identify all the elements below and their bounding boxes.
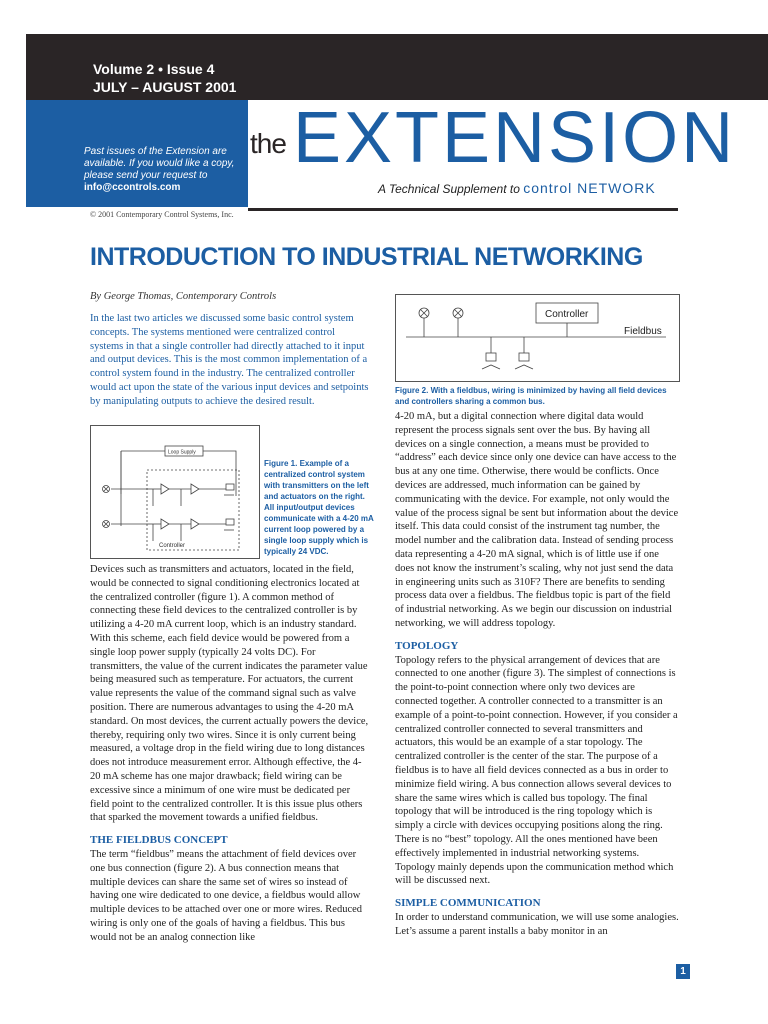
past-issues-text (84, 146, 254, 194)
past-issues-message: Past issues of the Extension are available. If you would like a copy, please send your request to (84, 146, 235, 181)
past-issues-box (26, 100, 248, 207)
page-number: 1 (676, 964, 690, 979)
masthead-rule (248, 208, 678, 211)
intro-paragraph: In the last two articles we discussed some basic control system concepts. The systems mentioned were centralized control systems in that a single controller had directly attached to it input and output devices. This is the most common implementation of a control system found in the industry. The centralized controller would act upon the state of the various input devices and setpoints by manipulating outputs to achieve the desired result. (90, 313, 369, 407)
paragraph-fieldbus: The term “fieldbus” means the attachment of field devices over one bus connection (figure 2). A bus connection means that multiple devices can share the same set of wires so instead of having one wire dedicated to one device, a fieldbus would allow multiple devices to be attached over one or more wires. Reduced wiring is only one of the goals of having a fieldbus. This bus would not be an analog connection like (90, 848, 363, 943)
controller-label: Controller (545, 309, 589, 320)
heading-fieldbus-concept: THE FIELDBUS CONCEPT (90, 834, 228, 847)
heading-simple-communication: SIMPLE COMMUNICATION (395, 897, 541, 910)
actuator-icon (226, 519, 234, 525)
issue-date: JULY – AUGUST 2001 (93, 79, 237, 95)
masthead-title: EXTENSION (293, 98, 737, 178)
loop-supply-label: Loop Supply (168, 449, 196, 456)
valve-icon (519, 353, 529, 361)
contact-email-link[interactable]: info@ccontrols.com (84, 182, 181, 193)
article-byline: By George Thomas, Contemporary Controls (90, 291, 277, 302)
actuator-icon (226, 484, 234, 490)
paragraph-digital: 4-20 mA, but a digital connection where digital data would represent the process signals sent over the bus. By having all devices on a single connection, a means must be provided to “address” each device since only one device can have access to the bus at any one time. Otherwise, there would be conflicts. Once devices are addressed, much information can be gained by communicating with the device. For example, not only would the value of the process signal be sent but information about the device itself. This data could consist of the instrument tag number, the model number and the calibration data. Instead of sending process data representing a 4-20 mA signal, which is of little use if one does not know the instrument’s scaling, why not just send the data in engineering units such as 310F? There are benefits to sending process data over a fieldbus. The fieldbus topic is part of the field of industrial networking. As we begin our discussion on industrial networking, we will address topology. (395, 411, 679, 629)
volume-issue: Volume 2 • Issue 4 (93, 61, 215, 77)
copyright: © 2001 Contemporary Control Systems, Inc. (90, 210, 234, 219)
controller-box (147, 470, 239, 550)
masthead-the: the (250, 128, 286, 159)
paragraph-simple: In order to understand communication, we will use some analogies. Let’s assume a parent installs a baby monitor in an (395, 911, 679, 937)
article-title: INTRODUCTION TO INDUSTRIAL NETWORKING (90, 243, 643, 271)
fieldbus-label: Fieldbus (624, 326, 662, 337)
right-column-body (395, 410, 680, 938)
fieldbus-schematic (396, 295, 679, 381)
valve-icon (486, 353, 496, 361)
figure-1-caption: Figure 1. Example of a centralized control system with transmitters on the left and actuators on the right. All input/output devices communicate with a 4-20 mA current loop powered by a single loop supply which is typically 24 VDC. (264, 459, 374, 556)
paragraph-devices: Devices such as transmitters and actuators, located in the field, would be connected to signal conditioning electronics located at the centralized controller (figure 1). A common method of connecting these field devices to the centralized controller is by utilizing a 4-20 mA current loop, which is an industry standard. With this scheme, each field device would be powered from a single loop power supply (typically 24 volts DC). For transmitters, the value of the current indicates the parameter value being measured such as temperature. For actuators, the current value represents the value of the command signal such as valve position. There are numerous advantages to using the 4-20 mA standard. On most devices, the current actually powers the device, thereby, requiring only two wires. Since it is only current being measured, a voltage drop in the field wiring due to long distances does not introduce measurement error. Although effective, the 4-20 mA scheme has one major drawback; field wiring can be excessive since a minimum of one wire must be dedicated per field point to the centralized controller. It is this issue plus others that sparked the movement towards a unified fieldbus. (90, 564, 369, 824)
paragraph-topology: Topology refers to the physical arrangement of devices that are connected to one another (figure 3). The simplest of connections is the point-to-point connection where only two devices are connected together. A controller connected to a transmitter is an example of a point-to-point connection. However, if you consider a centralized controller connected to several transmitters and actuators, this would be an example of a star topology. The centralized controller is the center of the star. The purpose of a fieldbus is to have all field devices connected as a bus in order to minimize field wiring. A bus connection allows several devices to share the same wires which is called bus topology. The final topology that will be introduced is the ring topology which is simply a circle with devices occupying positions along the ring. There is no “best” topology. All the ones mentioned have been effectively implemented in industrial networking systems. Topology mainly depends upon the communication method which will be discussed next. (395, 654, 678, 887)
left-column-body (90, 563, 370, 945)
control-system-schematic (91, 426, 259, 558)
heading-topology: TOPOLOGY (395, 639, 459, 652)
figure-1-diagram (90, 425, 260, 559)
figure-2-diagram (395, 294, 680, 382)
tagline-text: A Technical Supplement to (378, 182, 520, 196)
figure-2-caption: Figure 2. With a fieldbus, wiring is minimized by having all field devices and controllers sharing a common bus. (395, 386, 667, 406)
masthead-tagline (378, 180, 656, 196)
tagline-brand: control NETWORK (523, 180, 656, 196)
issue-info (93, 60, 236, 96)
controller-label: Controller (159, 543, 186, 549)
